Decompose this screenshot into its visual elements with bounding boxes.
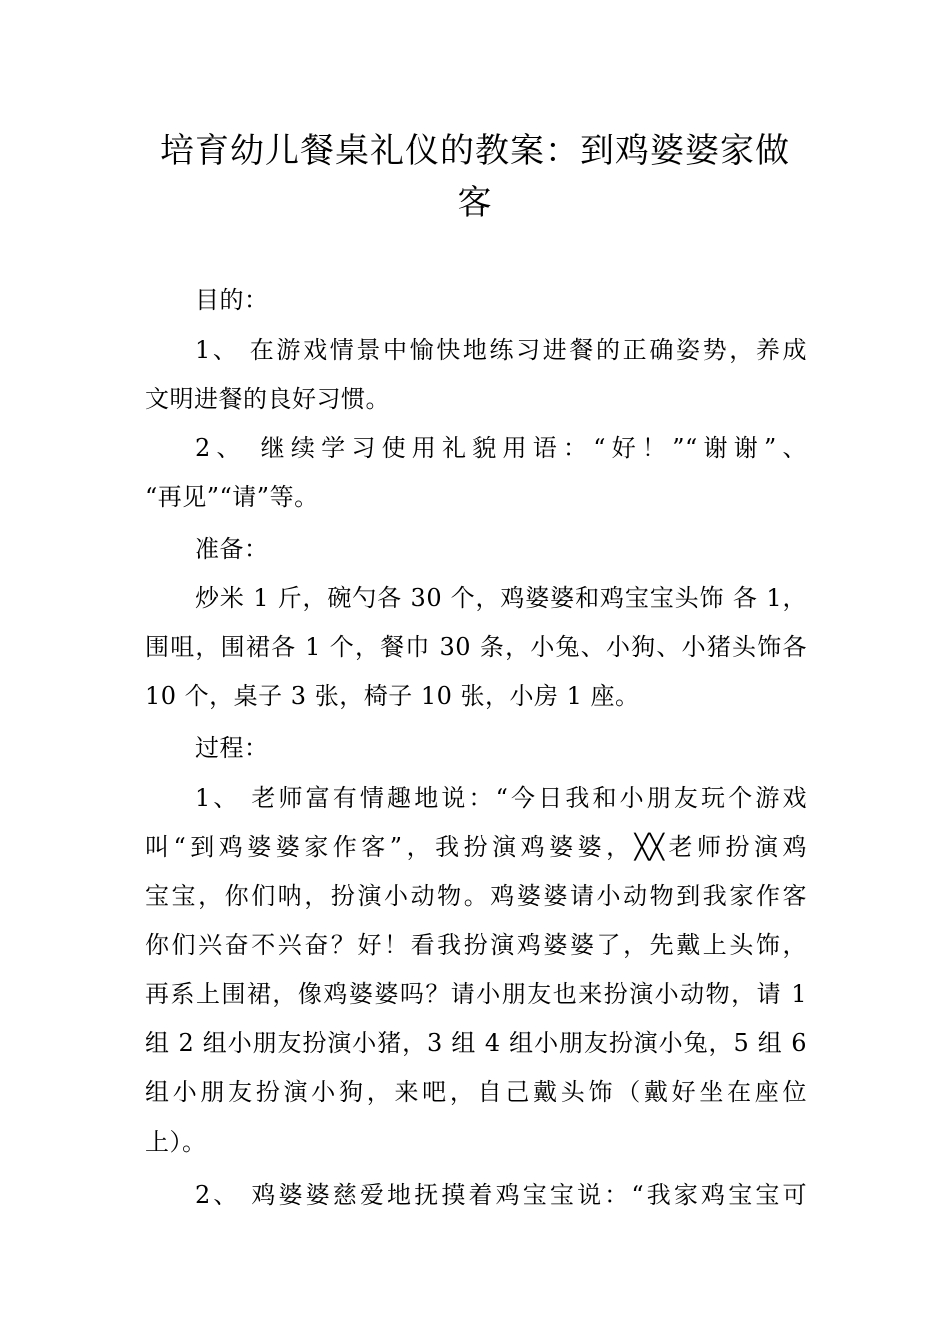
paragraph-line: 文明进餐的良好习惯。 (145, 385, 390, 413)
paragraph-line: 1、 在游戏情景中愉快地练习进餐的正确姿势，养成 (195, 336, 807, 364)
paragraph-line: 围咀，围裙各 1 个，餐巾 30 条，小兔、小狗、小猪头饰各 (145, 633, 807, 661)
paragraph-line: 2、 继续学习使用礼貌用语：“好！”“谢谢”、 (195, 434, 807, 462)
paragraph-line: 炒米 1 斤，碗勺各 30 个，鸡婆婆和鸡宝宝头饰 各 1， (195, 584, 807, 612)
paragraph-line: “再见”“请”等。 (145, 483, 319, 511)
section-heading-purpose: 目的： (195, 286, 269, 314)
section-heading-process: 过程： (195, 734, 269, 762)
document-title-line-1: 培育幼儿餐桌礼仪的教案：到鸡婆婆家做 (160, 131, 790, 171)
section-heading-preparation: 准备： (195, 535, 269, 563)
paragraph-line: 10 个，桌子 3 张，椅子 10 张，小房 1 座。 (145, 682, 640, 710)
paragraph-line: 你们兴奋不兴奋？好！看我扮演鸡婆婆了，先戴上头饰， (145, 931, 807, 959)
paragraph-line: 1、 老师富有情趣地说：“今日我和小朋友玩个游戏 (195, 784, 807, 812)
paragraph-line: 上）。 (145, 1128, 207, 1156)
document-title-line-2: 客 (457, 183, 493, 223)
paragraph-line: 宝宝，你们呐，扮演小动物。鸡婆婆请小动物到我家作客 (145, 882, 807, 910)
paragraph-line: 组小朋友扮演小狗，来吧，自己戴头饰（戴好坐在座位 (145, 1078, 807, 1106)
paragraph-line: 组 2 组小朋友扮演小猪，3 组 4 组小朋友扮演小兔，5 组 6 (145, 1029, 807, 1057)
paragraph-line: 再系上围裙，像鸡婆婆吗？请小朋友也来扮演小动物，请 1 (145, 980, 807, 1008)
paragraph-line: 叫“到鸡婆婆家作客”，我扮演鸡婆婆，╳╳老师扮演鸡 (145, 833, 807, 861)
paragraph-line: 2、 鸡婆婆慈爱地抚摸着鸡宝宝说：“我家鸡宝宝可 (195, 1181, 807, 1209)
